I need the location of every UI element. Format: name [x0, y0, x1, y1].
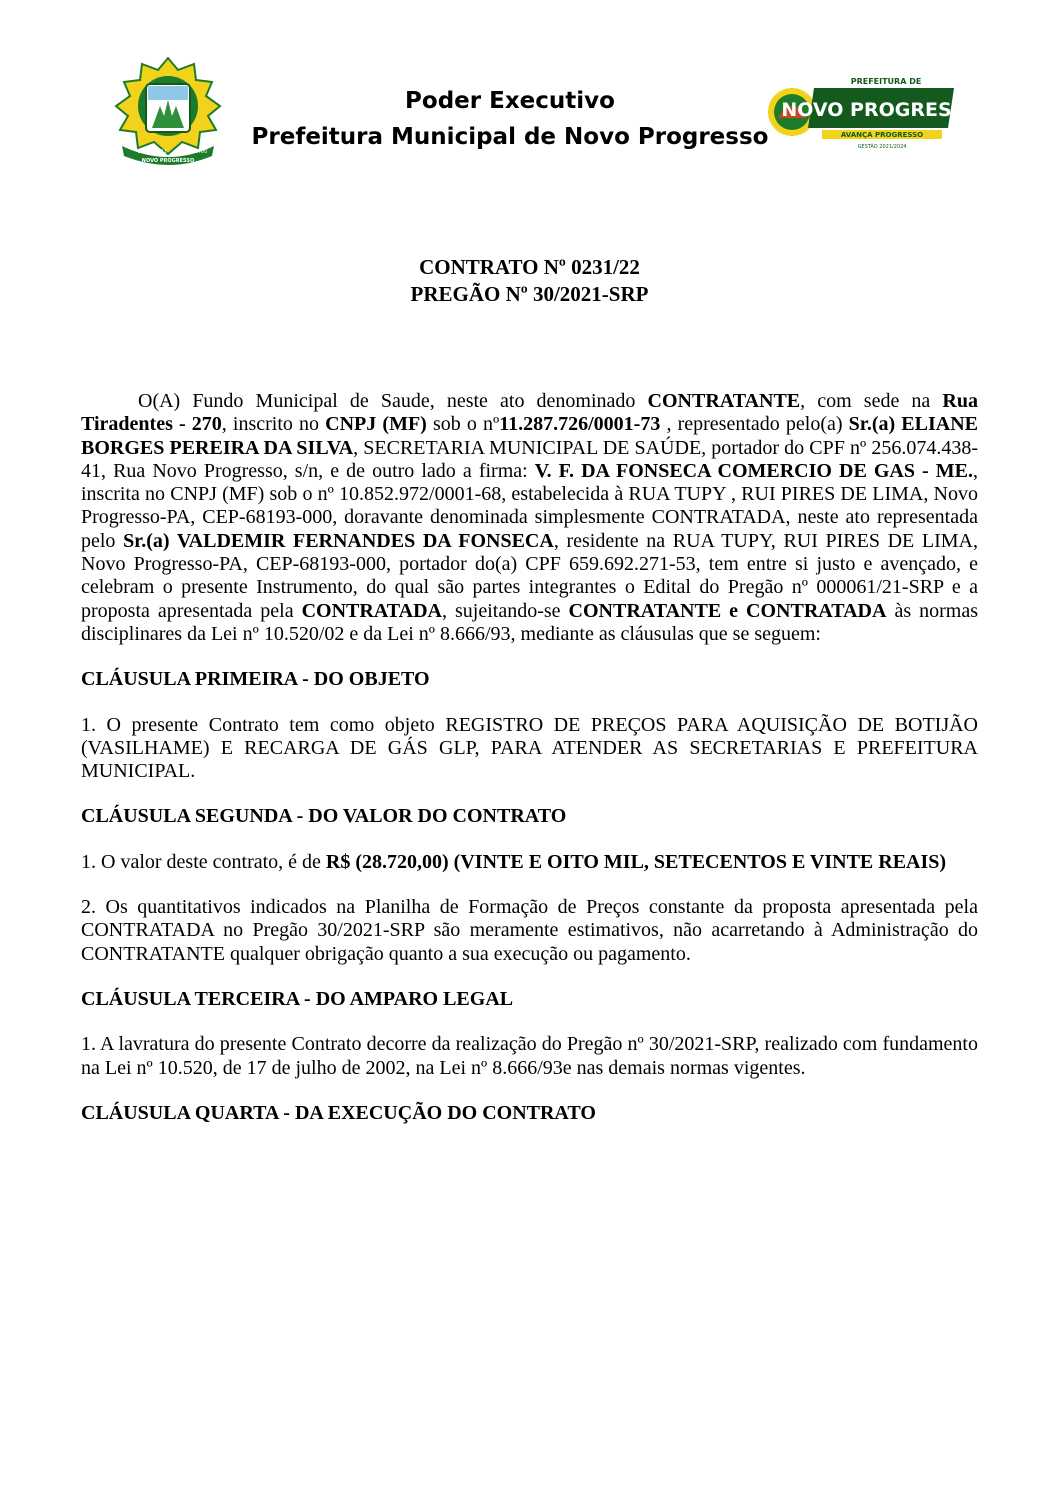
logo-years-text: GESTÃO 2021/2024 — [857, 144, 907, 150]
crest-banner-text: NOVO PROGRESSO — [141, 158, 195, 164]
address: Rua Tiradentes - 270 — [81, 390, 978, 436]
intro-text: , SECRETARIA MUNICIPAL DE SAÚDE, portador do CPF nº 256.074.438-41, Rua Novo Progresso, s/n, e de outro lado a firma: — [81, 436, 978, 482]
cnpj-label: CNPJ (MF) — [325, 413, 427, 436]
intro-text: , representado pelo(a) — [660, 413, 849, 436]
crest-date-text: 28 12 1991 — [138, 149, 167, 155]
company-representative: Sr.(a) VALDEMIR FERNANDES DA FONSECA — [123, 529, 554, 552]
clause-2-paragraph-2: 2. Os quantitativos indicados na Planilha de Formação de Preços constante da proposta apresentada pela CONTRATADA no Pregão 30/2021-SRP são meramente estimativos, não acarretando à Administração do CONTRATANTE qualquer obrigação quanto a sua execução ou pagamento. — [81, 896, 978, 965]
intro-text: O(A) Fundo Municipal de Saude, neste ato denominado — [138, 390, 648, 412]
intro-text: , inscrito no — [221, 413, 326, 436]
contract-body — [81, 390, 978, 1125]
clause-3-paragraph-1: 1. A lavratura do presente Contrato decorre da realização do Pregão nº 30/2021-SRP, realizado com fundamento na Lei nº 10.520, de 17 de julho de 2002, na Lei nº 8.666/93e nas demais normas vigentes. — [81, 1033, 978, 1079]
representative-name: Sr.(a) ELIANE BORGES PEREIRA DA SILVA — [81, 413, 978, 459]
header-line-1: Poder Executivo — [405, 88, 615, 114]
intro-paragraph — [81, 390, 978, 646]
municipal-crest-icon — [112, 56, 224, 174]
logo-slogan-text: AVANÇA PROGRESSO — [840, 131, 924, 139]
clause-4-heading: CLÁUSULA QUARTA - DA EXECUÇÃO DO CONTRATO — [81, 1101, 596, 1124]
intro-text: , residente na RUA TUPY, RUI PIRES DE LIMA, Novo Progresso-PA, CEP-68193-000, portador do(a) CPF 659.692.271-53, tem entre si justo e avençado, e celebram o presente Instrumento, do qual são partes integrantes o Edital do Pregão nº 000061/21-SRP e a proposta apresentada pela — [81, 529, 978, 622]
intro-text: , sujeitando-se — [441, 599, 569, 622]
cnpj-number: 11.287.726/0001-73 — [499, 413, 661, 436]
clause-1-heading: CLÁUSULA PRIMEIRA - DO OBJETO — [81, 668, 430, 691]
pregao-number: PREGÃO Nº 30/2021-SRP — [410, 282, 649, 306]
intro-text: , com sede na — [800, 390, 943, 412]
logo-main-text: NOVO PROGRESSO — [781, 99, 981, 121]
intro-text: sob o nº — [426, 413, 500, 436]
administration-logo-icon — [766, 72, 981, 152]
clause-2-heading: CLÁUSULA SEGUNDA - DO VALOR DO CONTRATO — [81, 805, 567, 828]
clause-2-paragraph-1 — [81, 851, 978, 874]
clause-3-heading: CLÁUSULA TERCEIRA - DO AMPARO LEGAL — [81, 987, 514, 1010]
intro-text: , inscrita no CNPJ (MF) sob o nº 10.852.972/0001-68, estabelecida à RUA TUPY , RUI PIRES DE LIMA, Novo Progresso-PA, CEP-68193-000, doravante denominada simplesmente CONTRATADA, neste ato representada pelo — [81, 459, 978, 552]
letterhead — [0, 0, 1059, 180]
company-name: V. F. DA FONSECA COMERCIO DE GAS - ME. — [534, 459, 973, 482]
parties-label: CONTRATANTE e CONTRATADA — [568, 599, 887, 622]
crest-law-text: LEI Nº 5700 — [178, 149, 208, 155]
intro-text: às normas disciplinares da Lei nº 10.520/02 e da Lei nº 8.666/93, mediante as cláusulas que se seguem: — [81, 599, 978, 645]
letterhead-title — [240, 84, 780, 156]
contract-value: R$ (28.720,00) (VINTE E OITO MIL, SETECENTOS E VINTE REAIS) — [325, 850, 947, 873]
logo-top-text: PREFEITURA DE — [850, 77, 922, 86]
contract-title-block — [0, 254, 1059, 308]
contract-number: CONTRATO Nº 0231/22 — [419, 255, 640, 279]
clause-1-paragraph-1: 1. O presente Contrato tem como objeto REGISTRO DE PREÇOS PARA AQUISIÇÃO DE BOTIJÃO (VASILHAME) E RECARGA DE GÁS GLP, PARA ATENDER AS SECRETARIAS E PREFEITURA MUNICIPAL. — [81, 713, 978, 783]
contratante-label: CONTRATANTE — [647, 390, 801, 412]
contratada-label: CONTRATADA — [301, 599, 442, 622]
header-line-2: Prefeitura Municipal de Novo Progresso — [251, 124, 769, 150]
value-intro: 1. O valor deste contrato, é de — [81, 850, 326, 873]
